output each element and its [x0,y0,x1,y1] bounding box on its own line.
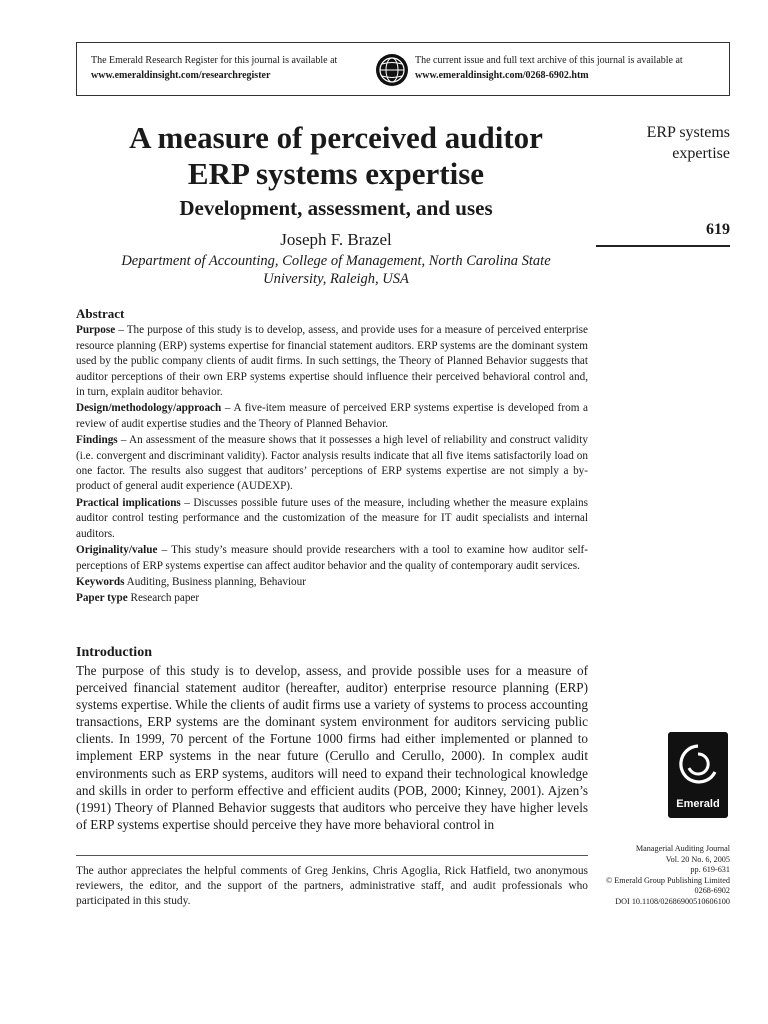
archive-link[interactable]: www.emeraldinsight.com/0268-6902.htm [415,70,589,81]
affiliation-line-1: Department of Accounting, College of Management, North Carolina State [121,253,551,269]
running-title [596,122,730,164]
author-name: Joseph F. Brazel [280,230,392,249]
purpose-label: Purpose [76,324,116,337]
acknowledgement-footnote: The author appreciates the helpful comments of Greg Jenkins, Chris Agoglia, Rick Hatfield, two anonymous reviewers, the editor, and the support of the partners, administrative staff, and audit professionals who participated in this study. [76,865,588,907]
abstract-heading: Abstract [76,306,125,321]
header-box [76,42,730,96]
design-text: – A five-item measure of perceived ERP systems expertise is developed from a review of audit expertise studies and the Theory of Planned Behavior. [76,402,588,430]
journal-name: Managerial Auditing Journal [635,844,730,853]
abstract-section [76,306,588,608]
abstract-originality [76,543,588,574]
emerald-logo-label: Emerald [676,798,720,810]
title-line-1: A measure of perceived auditor [129,120,543,155]
paper-subtitle: Development, assessment, and uses [179,196,493,220]
abstract-keywords [76,575,588,590]
originality-label: Originality/value [76,544,158,557]
paper-title [76,120,596,192]
journal-copyright: © Emerald Group Publishing Limited [605,875,730,885]
practical-text: – Discusses possible future uses of the measure, including whether the measure explains auditor control testing performance and the customization of the measure for IT audit specialists and internal auditors. [76,496,588,540]
abstract-practical [76,496,588,542]
keywords-label: Keywords [76,575,125,588]
header-left [91,53,337,83]
abstract-findings [76,433,588,495]
affiliation-line-2: University, Raleigh, USA [263,271,409,287]
footnote-divider [76,855,588,856]
running-title-line-1: ERP systems [646,124,730,141]
keywords-text: Auditing, Business planning, Behaviour [124,575,306,588]
journal-info [588,844,730,908]
introduction-heading: Introduction [76,645,152,660]
journal-issn: 0268-6902 [694,886,730,896]
archive-text: The current issue and full text archive of this journal is available at [415,55,683,66]
paper-type-label: Paper type [76,592,128,605]
journal-pages: pp. 619-631 [690,865,730,875]
abstract-paper-type [76,591,588,606]
journal-doi: DOI 10.1108/02686900510606100 [615,896,730,906]
introduction-section [76,644,588,833]
register-text: The Emerald Research Register for this journal is available at [91,55,338,66]
practical-label: Practical implications [76,496,181,509]
originality-text: – This study’s measure should provide researchers with a tool to examine how auditor self-perceptions of ERP systems expertise can affect auditor behavior and the quality of contemporary audit services. [76,544,588,572]
design-label: Design/methodology/approach [76,402,222,415]
journal-volume: Vol. 20 No. 6, 2005 [665,854,730,864]
globe-icon [375,53,409,87]
abstract-purpose [76,323,588,400]
abstract-design [76,401,588,432]
title-line-2: ERP systems expertise [187,156,485,191]
findings-text: – An assessment of the measure shows that it possesses a high level of reliability and construct validity (i.e. convergent and discriminant validity). Factor analysis results indicate that all five items satisfactorily load on one factor. The results also suggest that auditors’ perceptions of ERP systems expertise are not simply a by-product of general audit experience (AUDEXP). [76,434,588,493]
page-number: 619 [706,221,730,238]
side-divider [596,245,730,247]
paper-type-text: Research paper [127,592,200,605]
purpose-text: – The purpose of this study is to develop, assess, and provide uses for a measure of perceived enterprise resource planning (ERP) systems expertise for financial statement auditors. ERP systems are the dominant system used by the public company clients of audit firms. In such settings, the Theory of Planned Behavior suggests that auditor perceptions of their own ERP systems expertise should influence their perceived behavioral control and, in turn, explain auditor behavior. [76,324,588,399]
introduction-text: The purpose of this study is to develop, assess, and provide possible uses for a measure of perceived financial statement auditor (hereafter, auditor) enterprise resource planning (ERP) systems expertise. While the clients of audit firms use a variety of systems to process accounting transactions, ERP systems are the dominant system environment for auditors servicing public clients. In 1999, 70 percent of the Fortune 1000 firms had either implemented or planned to implement ERP systems in the near future (Cerullo and Cerullo, 2000). In complex audit environments such as ERP systems, auditors will need to expand their technological knowledge and skills in order to perform effective and efficient audits (POB, 2000; Kinney, 2001). Ajzen’s (1991) Theory of Planned Behavior suggests that auditors who perceive they have higher levels of ERP systems expertise should perceive they have more behavioral control in [76,663,588,832]
running-title-line-2: expertise [672,145,730,162]
register-link[interactable]: www.emeraldinsight.com/researchregister [91,70,271,81]
header-right [415,53,683,83]
findings-label: Findings [76,434,118,447]
author-affiliation [76,252,596,288]
